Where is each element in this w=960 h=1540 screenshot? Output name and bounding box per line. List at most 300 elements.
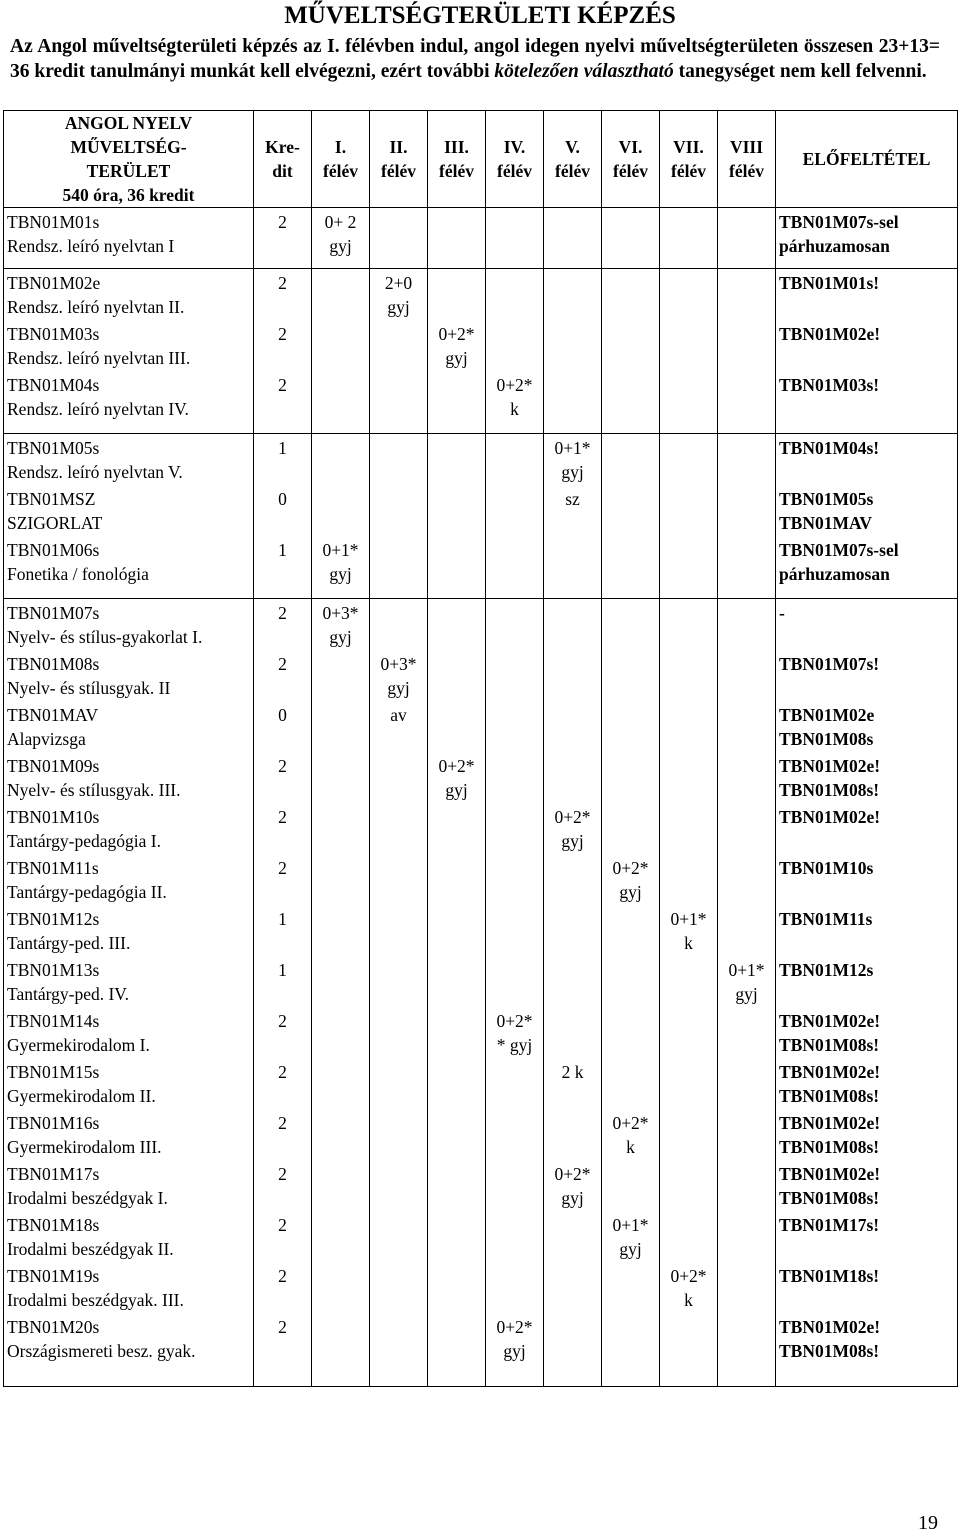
prereq-line: TBN01M17s! xyxy=(779,1214,880,1235)
course-prereq xyxy=(779,856,957,907)
semester-value xyxy=(718,1162,775,1213)
semester-cell-3 xyxy=(428,434,486,599)
semester-value xyxy=(718,436,775,487)
header-credit xyxy=(254,111,312,208)
course-name-block xyxy=(7,1009,250,1060)
semester-value xyxy=(544,805,601,856)
semester-value xyxy=(312,805,369,856)
semester-cell-2 xyxy=(370,434,428,599)
course-name: Nyelv- és stílusgyak. II xyxy=(7,677,171,698)
semester-value xyxy=(602,538,659,589)
semester-value-line: gyj xyxy=(329,564,352,585)
semester-value xyxy=(544,487,601,538)
course-name-cell xyxy=(4,598,254,1386)
course-code: TBN01M17s xyxy=(7,1163,100,1184)
course-name: Irodalmi beszédgyak. III. xyxy=(7,1289,184,1310)
header-row xyxy=(4,111,958,208)
course-code: TBN01M06s xyxy=(7,540,100,561)
semester-value xyxy=(312,1162,369,1213)
course-name-block xyxy=(7,322,250,373)
semester-value xyxy=(718,754,775,805)
prereq-line: TBN01MAV xyxy=(779,513,873,534)
semester-value-line: gyj xyxy=(561,462,584,483)
prereq-line: TBN01M12s xyxy=(779,959,874,980)
semester-value-line: gyj xyxy=(387,297,410,318)
course-name-block xyxy=(7,652,250,703)
course-name: Tantárgy-pedagógia II. xyxy=(7,881,167,902)
semester-value xyxy=(312,856,369,907)
course-code: TBN01M13s xyxy=(7,959,100,980)
header-semester-7 xyxy=(660,111,718,208)
course-prereq xyxy=(779,652,957,703)
semester-value xyxy=(602,210,659,261)
semester-value xyxy=(718,271,775,322)
semester-value-line: k xyxy=(684,932,693,953)
semester-value xyxy=(718,487,775,538)
prereq-line: TBN01M03s! xyxy=(779,375,880,396)
semester-value xyxy=(370,373,427,424)
semester-value xyxy=(718,1264,775,1315)
course-prereq xyxy=(779,373,957,424)
semester-value xyxy=(544,436,601,487)
semester-value xyxy=(544,754,601,805)
semester-value xyxy=(370,487,427,538)
semester-value xyxy=(370,958,427,1009)
semester-value-line: gyj xyxy=(619,1238,642,1259)
semester-cell-4 xyxy=(486,434,544,599)
semester-value xyxy=(428,958,485,1009)
course-prereq xyxy=(779,271,957,322)
course-code: TBN01M05s xyxy=(7,438,100,459)
semester-value xyxy=(718,652,775,703)
semester-value-line: gyj xyxy=(387,677,410,698)
semester-value xyxy=(428,754,485,805)
semester-value xyxy=(370,1009,427,1060)
semester-value-line: 2 k xyxy=(561,1061,584,1082)
semester-value xyxy=(544,652,601,703)
semester-value xyxy=(660,436,717,487)
course-credit: 2 xyxy=(278,1112,287,1133)
semester-value xyxy=(370,322,427,373)
course-code: TBN01M14s xyxy=(7,1010,100,1031)
semester-value xyxy=(660,703,717,754)
semester-value xyxy=(718,703,775,754)
semester-value xyxy=(486,373,543,424)
semester-value xyxy=(718,373,775,424)
prereq-cell xyxy=(776,434,958,599)
header-credit-line: dit xyxy=(272,161,293,181)
semester-value xyxy=(486,805,543,856)
semester-value xyxy=(602,271,659,322)
semester-value xyxy=(428,538,485,589)
semester-value-line: 0+2* xyxy=(612,857,649,878)
semester-value xyxy=(602,652,659,703)
semester-value-line: gyj xyxy=(619,881,642,902)
semester-value xyxy=(486,1264,543,1315)
header-area-line: ANGOL NYELV xyxy=(64,113,193,133)
course-name-block xyxy=(7,487,250,538)
course-name-block xyxy=(7,436,250,487)
prereq-line: TBN01M08s! xyxy=(779,1187,880,1208)
semester-cell-2 xyxy=(370,269,428,434)
semester-cell-8 xyxy=(718,208,776,269)
semester-value xyxy=(544,210,601,261)
semester-value-line: gyj xyxy=(503,1340,526,1361)
semester-value-line: 0+3* xyxy=(322,602,359,623)
course-name: Irodalmi beszédgyak II. xyxy=(7,1238,174,1259)
semester-value-line: gyj xyxy=(329,626,352,647)
course-name-block xyxy=(7,805,250,856)
semester-value xyxy=(718,856,775,907)
course-name-block xyxy=(7,907,250,958)
course-code: TBN01M18s xyxy=(7,1214,100,1235)
semester-value xyxy=(544,373,601,424)
semester-value xyxy=(486,538,543,589)
semester-value xyxy=(370,1060,427,1111)
semester-value xyxy=(660,652,717,703)
semester-value xyxy=(660,1162,717,1213)
semester-cell-6 xyxy=(602,269,660,434)
course-name-cell xyxy=(4,269,254,434)
semester-value xyxy=(718,322,775,373)
course-credit: 1 xyxy=(278,959,287,980)
course-name-block xyxy=(7,1213,250,1264)
header-area xyxy=(4,111,254,208)
semester-value-line: 0+2* xyxy=(496,1010,533,1031)
semester-value xyxy=(428,805,485,856)
credit-cell xyxy=(254,208,312,269)
semester-value xyxy=(370,271,427,322)
semester-word: félév xyxy=(381,161,416,181)
semester-value xyxy=(660,856,717,907)
semester-cell-4 xyxy=(486,269,544,434)
course-group xyxy=(4,269,958,434)
semester-value xyxy=(718,1315,775,1366)
semester-word: félév xyxy=(323,161,358,181)
semester-value xyxy=(370,856,427,907)
prereq-line: TBN01M07s-sel xyxy=(779,212,899,232)
semester-cell-7 xyxy=(660,269,718,434)
semester-value xyxy=(660,271,717,322)
semester-value xyxy=(428,703,485,754)
semester-value-line: 0+3* xyxy=(380,653,417,674)
semester-value-line: gyj xyxy=(561,1187,584,1208)
course-name: Alapvizsga xyxy=(7,728,86,749)
semester-value xyxy=(602,373,659,424)
course-prereq xyxy=(779,958,957,1009)
course-credit: 1 xyxy=(278,540,287,561)
semester-number: II. xyxy=(389,137,408,157)
prereq-line: TBN01M10s xyxy=(779,857,874,878)
header-credit-line: Kre- xyxy=(265,137,300,157)
semester-value xyxy=(660,322,717,373)
course-credit: 2 xyxy=(278,653,287,674)
page-number: 19 xyxy=(918,1512,938,1534)
course-credit: 2 xyxy=(278,1010,287,1031)
intro-text-italic: kötelezően választható xyxy=(494,61,674,82)
semester-value-line: * gyj xyxy=(496,1034,533,1055)
semester-number: VIII xyxy=(729,137,764,157)
course-prereq xyxy=(779,1162,957,1213)
semester-value xyxy=(428,1009,485,1060)
semester-value-line: 0+2* xyxy=(612,1112,649,1133)
prereq-line: TBN01M11s xyxy=(779,908,873,929)
semester-value xyxy=(602,1213,659,1264)
semester-value xyxy=(544,322,601,373)
semester-cell-6 xyxy=(602,598,660,1386)
semester-value xyxy=(602,1060,659,1111)
course-name-block xyxy=(7,373,250,424)
semester-cell-6 xyxy=(602,434,660,599)
course-prereq xyxy=(779,538,957,589)
semester-value-line: k xyxy=(626,1136,635,1157)
semester-cell-1 xyxy=(312,434,370,599)
course-name-block xyxy=(7,601,250,652)
prereq-line: TBN01M08s! xyxy=(779,779,880,800)
semester-value xyxy=(312,652,369,703)
semester-value xyxy=(312,538,369,589)
prereq-cell xyxy=(776,208,958,269)
semester-value xyxy=(312,210,369,261)
course-name: Tantárgy-pedagógia I. xyxy=(7,830,161,851)
semester-cell-5 xyxy=(544,598,602,1386)
course-code: TBN01M16s xyxy=(7,1112,100,1133)
course-code: TBN01M01s xyxy=(7,212,100,232)
semester-value xyxy=(428,907,485,958)
semester-value xyxy=(602,958,659,1009)
course-credit: 2 xyxy=(278,755,287,776)
semester-value xyxy=(544,1060,601,1111)
semester-value xyxy=(718,1111,775,1162)
course-credit: 2 xyxy=(278,1316,287,1337)
semester-value xyxy=(486,958,543,1009)
course-code: TBN01MSZ xyxy=(7,489,96,510)
semester-value xyxy=(544,538,601,589)
semester-cell-4 xyxy=(486,598,544,1386)
course-code: TBN01M02e xyxy=(7,273,101,294)
course-name: Tantárgy-ped. III. xyxy=(7,932,131,953)
semester-value xyxy=(428,1162,485,1213)
semester-value xyxy=(486,703,543,754)
course-prereq xyxy=(779,1009,957,1060)
header-area-line: MŰVELTSÉG- xyxy=(70,137,187,157)
semester-cell-5 xyxy=(544,208,602,269)
semester-value xyxy=(486,1213,543,1264)
course-name-block xyxy=(7,754,250,805)
semester-value xyxy=(544,703,601,754)
semester-value xyxy=(312,373,369,424)
semester-value xyxy=(602,436,659,487)
credit-cell xyxy=(254,269,312,434)
prereq-line: párhuzamosan xyxy=(779,236,890,256)
course-name: Irodalmi beszédgyak I. xyxy=(7,1187,168,1208)
curriculum-table xyxy=(3,110,958,1387)
course-credit: 2 xyxy=(278,1061,287,1082)
semester-value xyxy=(486,1111,543,1162)
prereq-line: TBN01M04s! xyxy=(779,438,880,459)
semester-value xyxy=(718,1060,775,1111)
course-name-block xyxy=(7,856,250,907)
course-name-block xyxy=(7,1111,250,1162)
semester-value xyxy=(370,907,427,958)
course-prereq xyxy=(779,1315,957,1366)
prereq-line: TBN01M08s! xyxy=(779,1085,880,1106)
semester-word: félév xyxy=(729,161,764,181)
header-semester-4 xyxy=(486,111,544,208)
semester-value-line: 0+2* xyxy=(438,755,475,776)
semester-value xyxy=(428,271,485,322)
course-prereq xyxy=(779,487,957,538)
header-semester-2 xyxy=(370,111,428,208)
semester-word: félév xyxy=(497,161,532,181)
prereq-line: párhuzamosan xyxy=(779,564,890,585)
semester-value xyxy=(312,271,369,322)
prereq-line: TBN01M08s! xyxy=(779,1340,880,1361)
semester-value xyxy=(660,538,717,589)
prereq-line: - xyxy=(779,602,785,623)
course-name: Rendsz. leíró nyelvtan IV. xyxy=(7,399,189,420)
semester-value xyxy=(428,1111,485,1162)
semester-value xyxy=(486,1162,543,1213)
semester-number: III. xyxy=(444,137,469,157)
course-credit: 1 xyxy=(278,908,287,929)
header-semester-8 xyxy=(718,111,776,208)
course-prereq xyxy=(779,210,957,261)
course-credit: 2 xyxy=(278,375,287,396)
semester-value xyxy=(486,754,543,805)
semester-cell-7 xyxy=(660,208,718,269)
course-credit: 0 xyxy=(278,489,287,510)
course-name: Országismereti besz. gyak. xyxy=(7,1340,196,1361)
semester-value xyxy=(312,1315,369,1366)
course-prereq xyxy=(779,322,957,373)
intro-text-2: tanegységet nem kell felvenni. xyxy=(678,61,927,82)
semester-value xyxy=(312,322,369,373)
course-credit: 2 xyxy=(278,602,287,623)
semester-value xyxy=(312,487,369,538)
course-name: Nyelv- és stílus-gyakorlat I. xyxy=(7,626,203,647)
course-credit: 2 xyxy=(278,1163,287,1184)
semester-value xyxy=(428,652,485,703)
semester-value-line: 2+0 xyxy=(384,273,413,294)
course-code: TBN01M03s xyxy=(7,324,100,345)
prereq-line: TBN01M05s xyxy=(779,489,874,510)
semester-value xyxy=(660,1009,717,1060)
semester-word: félév xyxy=(613,161,648,181)
prereq-line: TBN01M02e! xyxy=(779,324,881,345)
course-code: TBN01M04s xyxy=(7,375,100,396)
semester-value xyxy=(660,1111,717,1162)
semester-value xyxy=(428,1213,485,1264)
semester-value xyxy=(428,322,485,373)
course-credit: 2 xyxy=(278,857,287,878)
course-prereq xyxy=(779,601,957,652)
semester-value-line: 0+1* xyxy=(728,959,765,980)
semester-cell-1 xyxy=(312,269,370,434)
semester-cell-7 xyxy=(660,598,718,1386)
course-group xyxy=(4,434,958,599)
semester-value xyxy=(370,1315,427,1366)
semester-value xyxy=(602,1162,659,1213)
semester-value xyxy=(544,856,601,907)
course-code: TBN01MAV xyxy=(7,704,99,725)
semester-number: VI. xyxy=(618,137,643,157)
course-prereq xyxy=(779,1213,957,1264)
course-code: TBN01M09s xyxy=(7,755,100,776)
course-name-block xyxy=(7,1060,250,1111)
course-name-cell xyxy=(4,434,254,599)
semester-value xyxy=(544,1315,601,1366)
semester-value xyxy=(428,1060,485,1111)
course-credit: 2 xyxy=(278,273,287,294)
semester-value xyxy=(370,436,427,487)
semester-value xyxy=(312,601,369,652)
semester-value xyxy=(486,856,543,907)
prereq-cell xyxy=(776,598,958,1386)
semester-value xyxy=(660,907,717,958)
prereq-line: TBN01M02e! xyxy=(779,806,881,827)
semester-value-line: 0+2* xyxy=(438,324,475,345)
semester-value xyxy=(428,487,485,538)
prereq-line: TBN01M02e! xyxy=(779,1112,881,1133)
semester-value xyxy=(602,856,659,907)
semester-value xyxy=(602,1009,659,1060)
header-semester-3 xyxy=(428,111,486,208)
intro-text-1: Az Angol műveltségterületi képzés az I. félévben indul, angol idegen nyelvi műveltségterületen összesen 23+13= 36 kredit tanulmányi munkát kell elvégezni, ezért további xyxy=(10,36,940,82)
course-code: TBN01M07s xyxy=(7,602,100,623)
semester-value xyxy=(660,487,717,538)
semester-cell-1 xyxy=(312,208,370,269)
course-name: Rendsz. leíró nyelvtan II. xyxy=(7,297,185,318)
semester-cell-6 xyxy=(602,208,660,269)
semester-value xyxy=(312,754,369,805)
semester-value xyxy=(718,210,775,261)
semester-word: félév xyxy=(555,161,590,181)
semester-value-line: 0+1* xyxy=(554,438,591,459)
semester-value-line: 0+1* xyxy=(322,540,359,561)
semester-number: V. xyxy=(565,137,580,157)
semester-cell-1 xyxy=(312,598,370,1386)
course-name-block xyxy=(7,271,250,322)
semester-value xyxy=(718,538,775,589)
semester-cell-2 xyxy=(370,208,428,269)
header-semester-6 xyxy=(602,111,660,208)
curriculum-table-body xyxy=(4,111,958,1387)
semester-value xyxy=(312,1264,369,1315)
semester-value-line: gyj xyxy=(329,236,352,256)
prereq-cell xyxy=(776,269,958,434)
semester-cell-8 xyxy=(718,598,776,1386)
course-prereq xyxy=(779,1060,957,1111)
prereq-line: TBN01M08s! xyxy=(779,1136,880,1157)
semester-cell-5 xyxy=(544,269,602,434)
semester-value xyxy=(660,754,717,805)
semester-word: félév xyxy=(439,161,474,181)
course-group xyxy=(4,208,958,269)
semester-value xyxy=(544,907,601,958)
semester-value xyxy=(486,487,543,538)
semester-value xyxy=(312,1111,369,1162)
semester-value xyxy=(602,487,659,538)
course-code: TBN01M12s xyxy=(7,908,100,929)
semester-value xyxy=(370,703,427,754)
prereq-line: TBN01M18s! xyxy=(779,1265,880,1286)
credit-cell xyxy=(254,434,312,599)
course-prereq xyxy=(779,436,957,487)
semester-number: IV. xyxy=(503,137,526,157)
semester-value xyxy=(370,754,427,805)
semester-value-line: k xyxy=(510,399,519,420)
